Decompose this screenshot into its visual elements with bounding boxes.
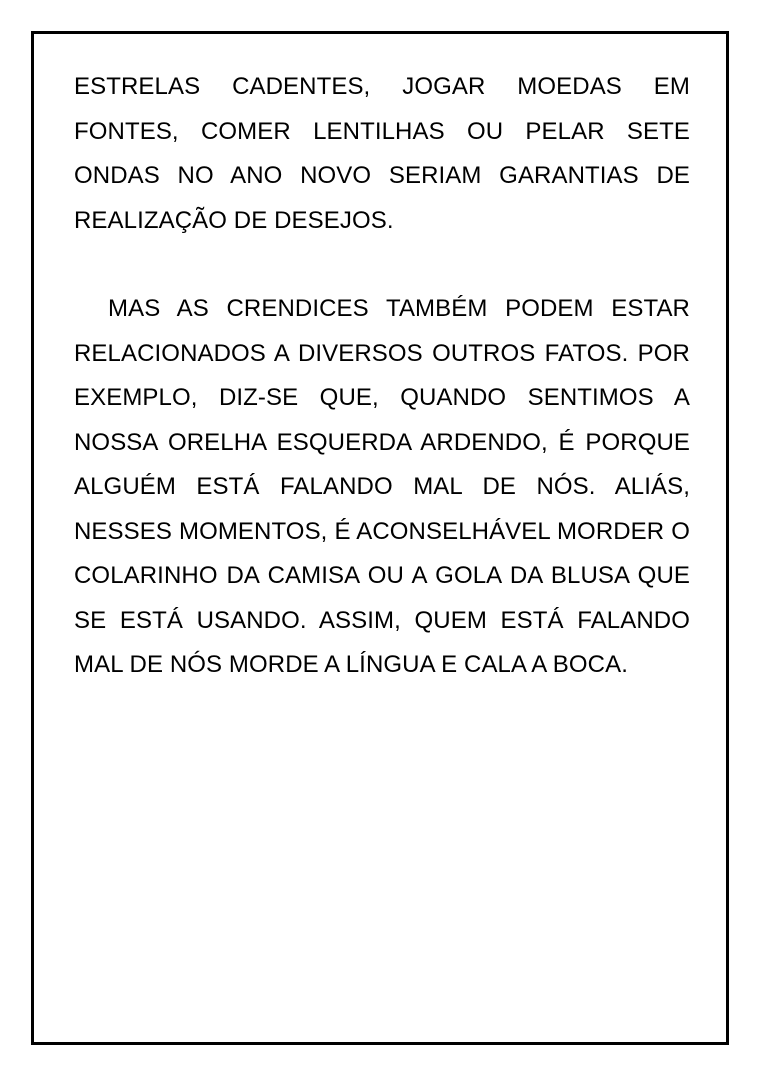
paragraph-2: MAS AS CRENDICES TAMBÉM PODEM ESTAR RELACIONADOS A DIVERSOS OUTROS FATOS. POR EXEMPLO, DIZ-SE QUE, QUANDO SENTIMOS A NOSSA ORELHA ESQUERDA ARDENDO, É PORQUE ALGUÉM ESTÁ FALANDO MAL DE NÓS. ALIÁS, NESSES MOMENTOS, É ACONSELHÁVEL MORDER O COLARINHO DA CAMISA OU A GOLA DA BLUSA QUE SE ESTÁ USANDO. ASSIM, QUEM ESTÁ FALANDO MAL DE NÓS MORDE A LÍNGUA E CALA A BOCA. — [74, 295, 690, 678]
paragraph-1: ESTRELAS CADENTES, JOGAR MOEDAS EM FONTES, COMER LENTILHAS OU PELAR SETE ONDAS NO ANO NOVO SERIAM GARANTIAS DE REALIZAÇÃO DE DESEJOS. — [74, 73, 690, 234]
document-body — [74, 65, 690, 688]
